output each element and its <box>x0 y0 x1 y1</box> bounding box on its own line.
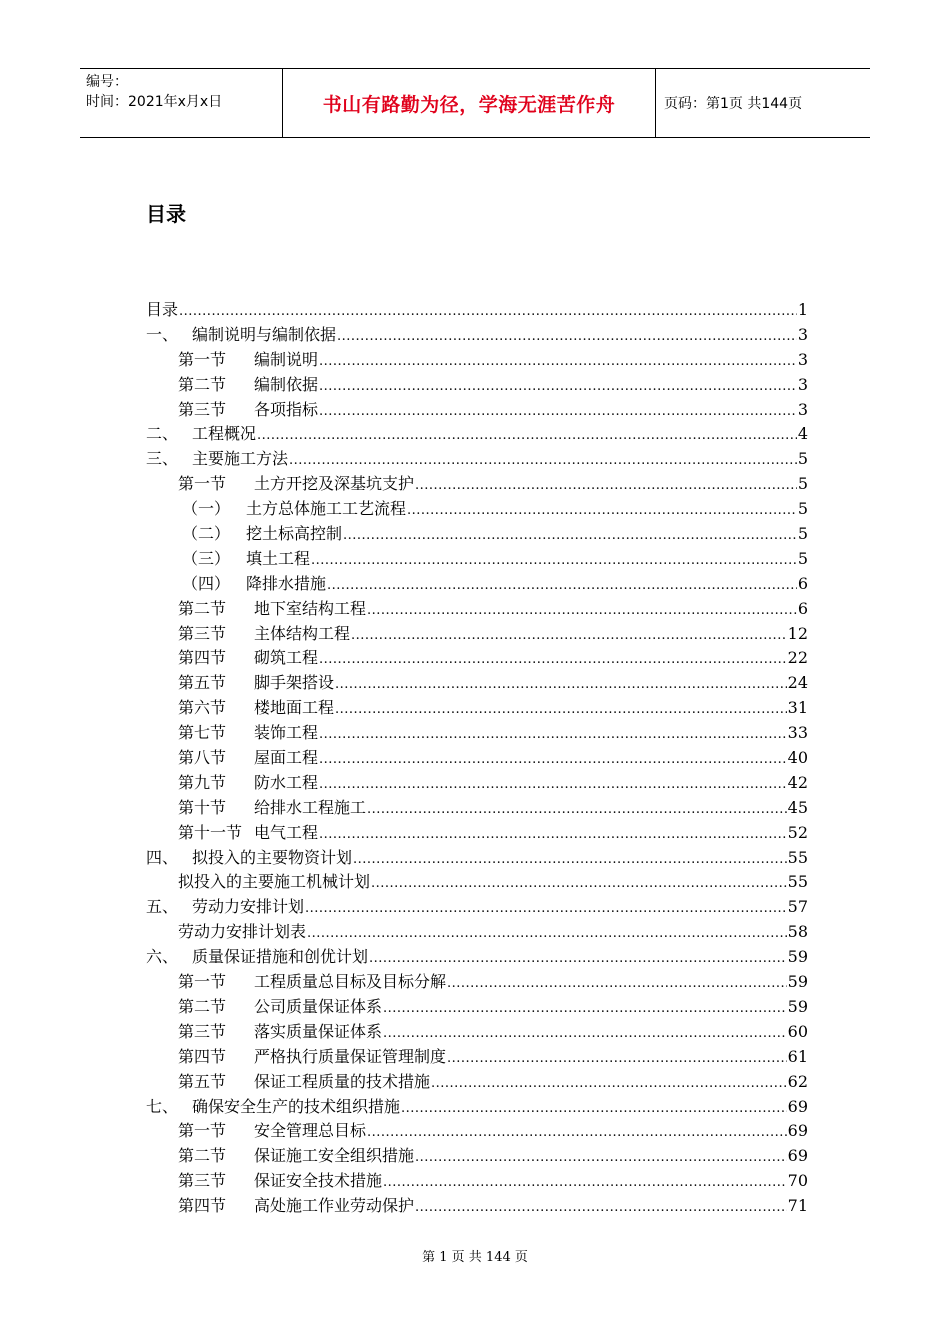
toc-entry-page: 5 <box>797 474 808 494</box>
toc-entry-number: 第二节 <box>178 598 227 618</box>
toc-entry-page: 59 <box>787 947 808 967</box>
toc-entry-page: 5 <box>797 524 808 544</box>
toc-entry-number: （四） <box>182 573 231 593</box>
toc-entry-title: 落实质量保证体系 <box>254 1021 383 1041</box>
toc-dot-leader <box>319 821 787 846</box>
toc-entry-number: （二） <box>182 524 231 544</box>
toc-entry-page: 52 <box>787 822 808 842</box>
toc-dot-leader <box>351 622 787 647</box>
toc-entry-page: 5 <box>797 548 808 568</box>
toc-entry-page: 59 <box>787 996 808 1016</box>
toc-entry[interactable] <box>146 1020 808 1045</box>
toc-entry-title: 电气工程 <box>254 822 319 842</box>
toc-entry[interactable] <box>146 298 808 323</box>
toc-entry-title: 地下室结构工程 <box>254 598 367 618</box>
header-meta-cell <box>80 69 282 137</box>
toc-entry-page: 33 <box>787 723 808 743</box>
toc-entry-page: 61 <box>787 1046 808 1066</box>
page-title: 目录 <box>146 202 186 226</box>
toc-entry-page: 5 <box>797 499 808 519</box>
toc-entry[interactable] <box>146 846 808 871</box>
toc-dot-leader <box>415 472 797 497</box>
toc-entry[interactable] <box>146 398 808 423</box>
toc-entry-number: 第二节 <box>178 374 227 394</box>
toc-entry-number: 第八节 <box>178 748 227 768</box>
toc-dot-leader <box>319 746 787 771</box>
toc-entry-title: 确保安全生产的技术组织措施 <box>192 1096 401 1116</box>
toc-entry[interactable] <box>146 671 808 696</box>
toc-dot-leader <box>319 721 787 746</box>
toc-entry-title: 砌筑工程 <box>254 648 319 668</box>
toc-entry-number: 第十一节 <box>178 822 243 842</box>
toc-entry[interactable] <box>146 721 808 746</box>
toc-dot-leader <box>371 870 787 895</box>
toc-entry-number: 第二节 <box>178 996 227 1016</box>
toc-entry-title: 脚手架搭设 <box>254 673 335 693</box>
header-motto-cell <box>282 69 656 137</box>
toc-entry-page: 3 <box>797 374 808 394</box>
toc-entry-number: 三、 <box>146 449 179 469</box>
toc-entry-title: 降排水措施 <box>246 573 327 593</box>
toc-entry-page: 69 <box>787 1096 808 1116</box>
time-label: 时间：2021年x月x日 <box>86 94 223 110</box>
toc-entry-title: 安全管理总目标 <box>254 1121 367 1141</box>
toc-entry-number: 五、 <box>146 897 179 917</box>
toc-dot-leader <box>335 671 787 696</box>
toc-entry-title: 楼地面工程 <box>254 698 335 718</box>
toc-entry-page: 4 <box>797 424 808 444</box>
toc-dot-leader <box>401 1095 787 1120</box>
toc-entry-page: 31 <box>787 698 808 718</box>
page-header <box>80 68 870 138</box>
toc-entry-page: 1 <box>797 300 808 319</box>
toc-dot-leader <box>305 895 787 920</box>
toc-dot-leader <box>431 1070 787 1095</box>
toc-entry-number: 第一节 <box>178 1121 227 1141</box>
page-footer: 第 1 页 共 144 页 <box>422 1250 528 1265</box>
toc-entry-number: 七、 <box>146 1096 179 1116</box>
toc-dot-leader <box>407 497 797 522</box>
toc-entry-page: 69 <box>787 1146 808 1166</box>
toc-dot-leader <box>447 970 787 995</box>
toc-entry-number: 第三节 <box>178 1021 227 1041</box>
toc-dot-leader <box>383 1020 787 1045</box>
toc-entry-page: 60 <box>787 1021 808 1041</box>
toc-entry-page: 71 <box>787 1196 808 1216</box>
toc-entry-number: 第四节 <box>178 1046 227 1066</box>
toc-entry[interactable] <box>146 821 808 846</box>
toc-entry-number: 第九节 <box>178 772 227 792</box>
toc-entry-page: 55 <box>787 872 808 892</box>
toc-dot-leader <box>307 920 787 945</box>
toc-entry-title: 防水工程 <box>254 772 319 792</box>
toc-dot-leader <box>367 796 787 821</box>
table-of-contents <box>146 298 808 1219</box>
toc-dot-leader <box>367 597 797 622</box>
toc-dot-leader <box>337 323 797 348</box>
toc-entry[interactable] <box>146 622 808 647</box>
toc-dot-leader <box>289 447 797 472</box>
toc-entry-number: 第四节 <box>178 1196 227 1216</box>
toc-entry-title: 保证工程质量的技术措施 <box>254 1071 431 1091</box>
toc-entry-page: 70 <box>787 1171 808 1191</box>
toc-entry-number: 第一节 <box>178 474 227 494</box>
toc-entry[interactable] <box>146 1070 808 1095</box>
toc-entry-number: 第三节 <box>178 623 227 643</box>
toc-entry-title: 劳动力安排计划 <box>192 897 305 917</box>
toc-entry[interactable] <box>146 895 808 920</box>
toc-entry-title: 工程概况 <box>192 424 257 444</box>
toc-entry[interactable] <box>146 1095 808 1120</box>
toc-entry[interactable] <box>146 646 808 671</box>
toc-dot-leader <box>343 522 797 547</box>
toc-dot-leader <box>319 373 797 398</box>
toc-entry[interactable] <box>146 497 808 522</box>
toc-entry[interactable] <box>146 572 808 597</box>
toc-entry[interactable] <box>146 348 808 373</box>
toc-entry-title: 主体结构工程 <box>254 623 351 643</box>
toc-entry[interactable] <box>146 771 808 796</box>
toc-dot-leader <box>353 846 787 871</box>
toc-entry[interactable] <box>146 422 808 447</box>
toc-dot-leader <box>179 298 797 323</box>
toc-entry[interactable] <box>146 547 808 572</box>
toc-entry-title: 劳动力安排计划表 <box>178 922 307 942</box>
toc-entry[interactable] <box>146 1119 808 1144</box>
toc-entry-title: 严格执行质量保证管理制度 <box>254 1046 447 1066</box>
toc-entry-title: 工程质量总目标及目标分解 <box>254 972 447 992</box>
toc-entry-page: 12 <box>787 623 808 643</box>
toc-entry-number: 四、 <box>146 847 179 867</box>
toc-entry-number: 第五节 <box>178 673 227 693</box>
toc-entry-page: 59 <box>787 972 808 992</box>
toc-entry-title: 编制依据 <box>254 374 319 394</box>
toc-dot-leader <box>447 1045 787 1070</box>
toc-entry-number: 第一节 <box>178 349 227 369</box>
toc-entry-title: 拟投入的主要施工机械计划 <box>178 872 371 892</box>
toc-entry[interactable] <box>146 1045 808 1070</box>
toc-entry-page: 45 <box>787 797 808 817</box>
header-page-cell <box>656 69 870 137</box>
toc-entry-number: 第五节 <box>178 1071 227 1091</box>
toc-dot-leader <box>311 547 797 572</box>
toc-entry-page: 22 <box>787 648 808 668</box>
toc-entry-title: 编制说明与编制依据 <box>192 324 337 344</box>
toc-dot-leader <box>415 1144 787 1169</box>
toc-entry-title: 质量保证措施和创优计划 <box>192 947 369 967</box>
toc-entry-page: 3 <box>797 349 808 369</box>
toc-entry[interactable] <box>146 597 808 622</box>
toc-entry-title: 屋面工程 <box>254 748 319 768</box>
toc-entry-title: 挖土标高控制 <box>246 524 343 544</box>
toc-entry-number: 第二节 <box>178 1146 227 1166</box>
toc-entry-page: 62 <box>787 1071 808 1091</box>
toc-entry-page: 5 <box>797 449 808 469</box>
toc-entry-number: 第三节 <box>178 1171 227 1191</box>
toc-dot-leader <box>319 646 787 671</box>
toc-dot-leader <box>319 398 797 423</box>
toc-entry-title: 主要施工方法 <box>192 449 289 469</box>
code-label: 编号： <box>86 74 128 90</box>
toc-entry[interactable] <box>146 1194 808 1219</box>
toc-entry-title: 土方总体施工工艺流程 <box>246 499 407 519</box>
toc-dot-leader <box>335 696 787 721</box>
toc-entry[interactable] <box>146 522 808 547</box>
toc-entry-page: 69 <box>787 1121 808 1141</box>
toc-entry-page: 55 <box>787 847 808 867</box>
toc-entry-title: 保证施工安全组织措施 <box>254 1146 415 1166</box>
toc-dot-leader <box>319 771 787 796</box>
toc-entry[interactable] <box>146 870 808 895</box>
toc-entry-title: 目录 <box>146 300 179 319</box>
toc-entry-number: （一） <box>182 499 231 519</box>
motto-text: 书山有路勤为径，学海无涯苦作舟 <box>322 93 616 116</box>
toc-dot-leader <box>383 995 787 1020</box>
page-info: 页码：第1页 共144页 <box>664 96 803 112</box>
toc-entry-title: 土方开挖及深基坑支护 <box>254 474 415 494</box>
toc-entry[interactable] <box>146 796 808 821</box>
toc-entry-title: 拟投入的主要物资计划 <box>192 847 353 867</box>
toc-entry[interactable] <box>146 1169 808 1194</box>
toc-entry-page: 57 <box>787 897 808 917</box>
toc-entry-title: 公司质量保证体系 <box>254 996 383 1016</box>
toc-entry-title: 编制说明 <box>254 349 319 369</box>
toc-entry-page: 6 <box>797 573 808 593</box>
toc-entry-number: 第一节 <box>178 972 227 992</box>
toc-entry-title: 装饰工程 <box>254 723 319 743</box>
toc-entry[interactable] <box>146 995 808 1020</box>
toc-entry[interactable] <box>146 945 808 970</box>
toc-entry-number: 二、 <box>146 424 179 444</box>
toc-dot-leader <box>415 1194 787 1219</box>
toc-entry[interactable] <box>146 472 808 497</box>
toc-entry-number: 第三节 <box>178 399 227 419</box>
toc-entry-page: 58 <box>787 922 808 942</box>
toc-dot-leader <box>319 348 797 373</box>
toc-entry[interactable] <box>146 373 808 398</box>
toc-entry[interactable] <box>146 920 808 945</box>
toc-entry-page: 3 <box>797 324 808 344</box>
toc-entry-title: 填土工程 <box>246 548 311 568</box>
toc-entry-page: 3 <box>797 399 808 419</box>
toc-entry[interactable] <box>146 1144 808 1169</box>
toc-entry-number: 一、 <box>146 324 179 344</box>
toc-entry-title: 保证安全技术措施 <box>254 1171 383 1191</box>
toc-entry-title: 给排水工程施工 <box>254 797 367 817</box>
toc-entry-number: 第四节 <box>178 648 227 668</box>
toc-entry-page: 42 <box>787 772 808 792</box>
toc-entry[interactable] <box>146 696 808 721</box>
toc-dot-leader <box>257 422 797 447</box>
toc-dot-leader <box>369 945 787 970</box>
toc-entry-title: 高处施工作业劳动保护 <box>254 1196 415 1216</box>
toc-entry[interactable] <box>146 447 808 472</box>
toc-entry-title: 各项指标 <box>254 399 319 419</box>
toc-entry-page: 40 <box>787 748 808 768</box>
toc-dot-leader <box>383 1169 787 1194</box>
toc-entry[interactable] <box>146 323 808 348</box>
toc-dot-leader <box>367 1119 787 1144</box>
toc-entry-page: 6 <box>797 598 808 618</box>
toc-entry-page: 24 <box>787 673 808 693</box>
toc-entry-number: 六、 <box>146 947 179 967</box>
toc-entry-number: 第六节 <box>178 698 227 718</box>
toc-entry-number: 第十节 <box>178 797 227 817</box>
toc-entry[interactable] <box>146 970 808 995</box>
toc-dot-leader <box>327 572 797 597</box>
toc-entry-number: 第七节 <box>178 723 227 743</box>
toc-entry-number: （三） <box>182 548 231 568</box>
toc-entry[interactable] <box>146 746 808 771</box>
